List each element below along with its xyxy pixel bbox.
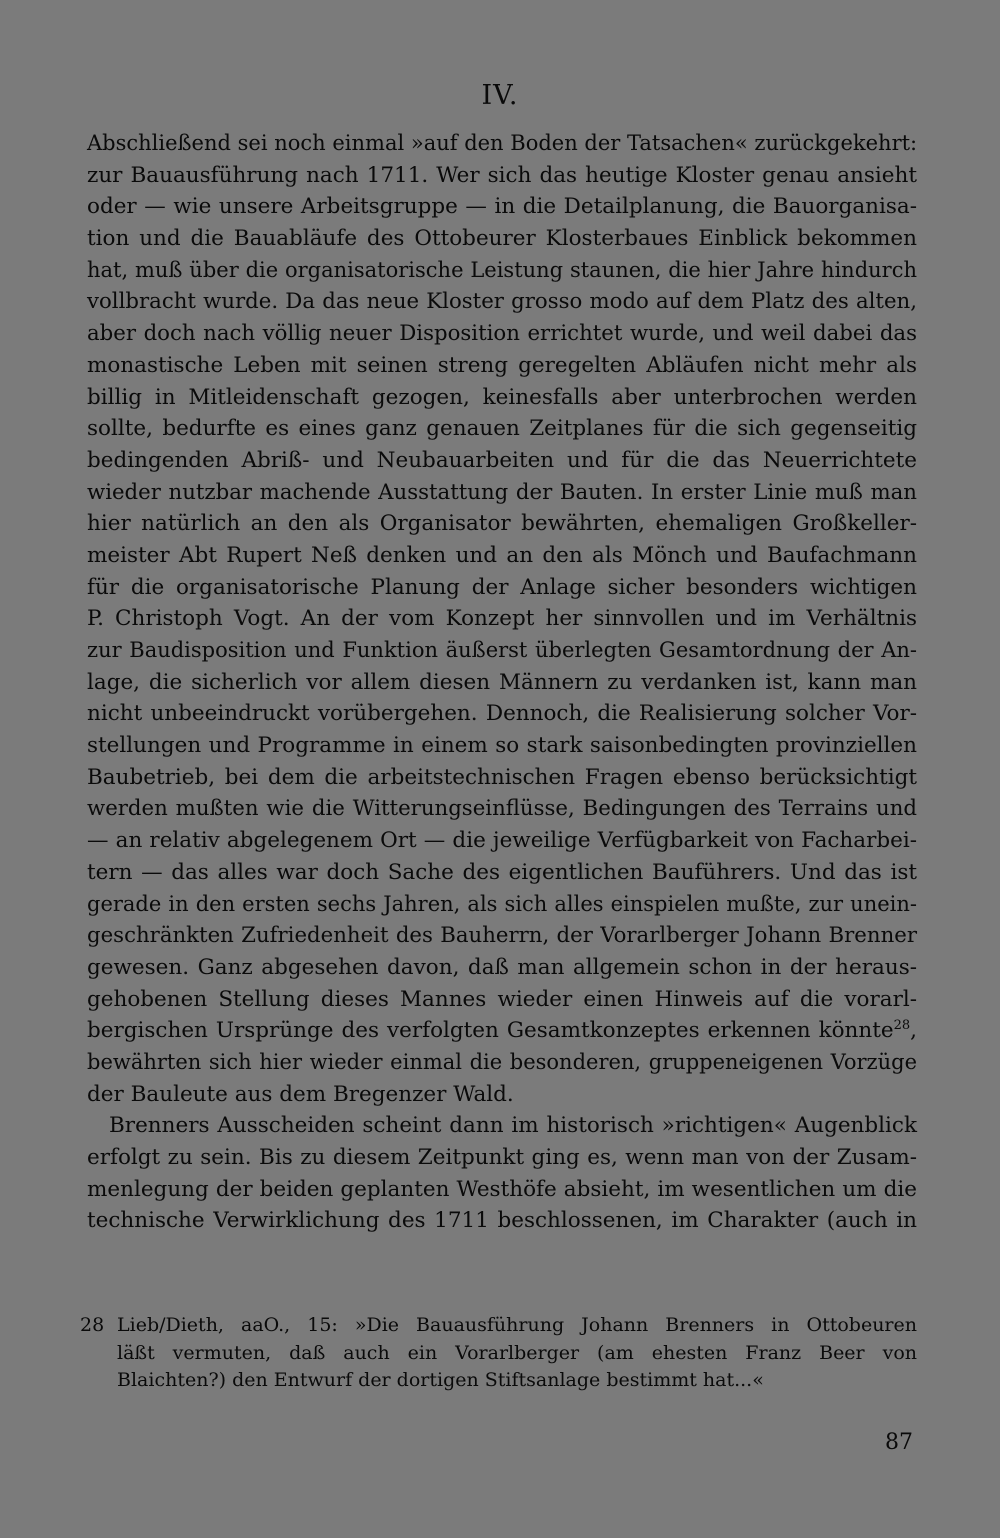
body-text <box>87 128 917 1237</box>
text-line: meister Abt Rupert Neß denken und an den als Mönch und Baufachmann <box>87 542 917 568</box>
text-line: lage, die sicherlich vor allem diesen Männern zu verdanken ist, kann man <box>87 669 917 695</box>
text-line: P. Christoph Vogt. An der vom Konzept her sinnvollen und im Verhältnis <box>87 606 917 632</box>
text-line: Baubetrieb, bei dem die arbeitstechnischen Fragen ebenso berücksichtigt <box>87 764 917 790</box>
text-line: bewährten sich hier wieder einmal die besonderen, gruppeneigenen Vorzüge <box>87 1049 917 1074</box>
footnote-line: läßt vermuten, daß auch ein Vorarlberger (am ehesten Franz Beer von <box>117 1341 917 1364</box>
text-line: tern — das alles war doch Sache des eigentlichen Bauführers. Und das ist <box>87 859 917 885</box>
text-line: der Bauleute aus dem Bregenzer Wald. <box>87 1081 514 1107</box>
text-line: werden mußten wie die Witterungseinflüsse, Bedingungen des Terrains und <box>87 796 917 822</box>
page-number: 87 <box>885 1430 913 1455</box>
text-line: — an relativ abgelegenem Ort — die jeweilige Verfügbarkeit von Facharbei- <box>87 828 917 854</box>
text-line: sollte, bedurfte es eines ganz genauen Zeitplanes für die sich gegenseitig <box>87 416 917 442</box>
text-line: billig in Mitleidenschaft gezogen, keinesfalls aber unterbrochen werden <box>87 384 917 410</box>
text-line: bedingenden Abriß- und Neubauarbeiten und für die das Neuerrichtete <box>87 447 917 473</box>
text-line: wieder nutzbar machende Ausstattung der Bauten. In erster Linie muß man <box>87 479 917 505</box>
section-heading: IV. <box>481 80 519 111</box>
footnote-reference: 28 <box>893 1018 911 1034</box>
text-line: menlegung der beiden geplanten Westhöfe absieht, im wesentlichen um die <box>87 1176 917 1202</box>
text-line: stellungen und Programme in einem so stark saisonbedingten provinziellen <box>87 733 917 759</box>
text-line: oder — wie unsere Arbeitsgruppe — in die Detailplanung, die Bauorganisa- <box>87 194 917 220</box>
text-line: hier natürlich an den als Organisator bewährten, ehemaligen Großkeller- <box>87 511 917 537</box>
text-line: Abschließend sei noch einmal »auf den Boden der Tatsachen« zurückgekehrt: <box>87 131 918 155</box>
text-line: gewesen. Ganz abgesehen davon, daß man allgemein schon in der heraus- <box>87 954 917 980</box>
text-line: gehobenen Stellung dieses Mannes wieder einen Hinweis auf die vorarl- <box>87 986 917 1012</box>
text-line: erfolgt zu sein. Bis zu diesem Zeitpunkt ging es, wenn man von der Zusam- <box>87 1145 917 1170</box>
text-line: hat, muß über die organisatorische Leistung staunen, die hier Jahre hindurch <box>87 257 917 282</box>
text-line: Brenners Ausscheiden scheint dann im historisch »richtigen« Augenblick <box>109 1113 917 1139</box>
footnote-marker: 28 <box>80 1314 105 1336</box>
footnote-line: 28 Lieb/Dieth, aaO., 15: »Die Bauausführung Johann Brenners in Ottobeuren <box>80 1312 917 1340</box>
text-line: monastische Leben mit seinen streng geregelten Abläufen nicht mehr als <box>87 352 917 378</box>
text-line: zur Baudisposition und Funktion äußerst überlegten Gesamtordnung der An- <box>87 638 917 662</box>
text-line: nicht unbeeindruckt vorübergehen. Dennoch, die Realisierung solcher Vor- <box>87 701 917 727</box>
footnote-line: Blaichten?) den Entwurf der dortigen Stiftsanlage bestimmt hat...« <box>117 1369 764 1391</box>
text-line: für die organisatorische Planung der Anlage sicher besonders wichtigen <box>87 574 917 600</box>
footnote <box>80 1312 917 1395</box>
text-line: gerade in den ersten sechs Jahren, als sich alles einspielen mußte, zur unein- <box>87 891 917 916</box>
text-line: technische Verwirklichung des 1711 beschlossenen, im Charakter (auch in <box>87 1208 917 1234</box>
text-line: tion und die Bauabläufe des Ottobeurer Klosterbaues Einblick bekommen <box>87 226 917 252</box>
text-line: aber doch nach völlig neuer Disposition errichtet wurde, und weil dabei das <box>87 321 917 347</box>
text-line: vollbracht wurde. Da das neue Kloster grosso modo auf dem Platz des alten, <box>87 289 917 315</box>
text-line: zur Bauausführung nach 1711. Wer sich das heutige Kloster genau ansieht <box>87 162 917 188</box>
text-line: bergischen Ursprünge des verfolgten Gesamtkonzeptes erkennen könnte$^{28}$, <box>87 1018 917 1044</box>
text-line: geschränkten Zufriedenheit des Bauherrn, der Vorarlberger Johann Brenner <box>87 923 917 949</box>
